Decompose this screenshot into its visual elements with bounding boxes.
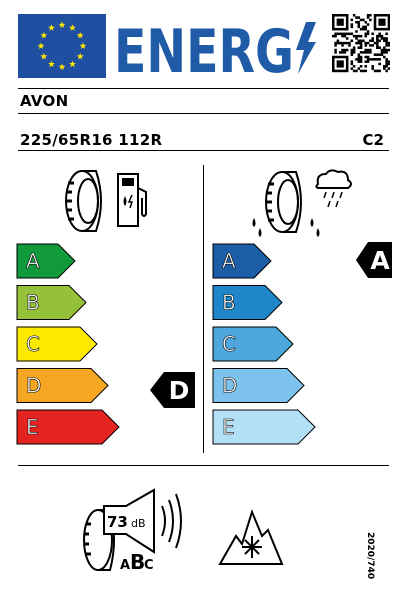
wet-grip-bar-label: D	[222, 373, 238, 398]
wet-grip-rating-indicator	[356, 242, 392, 278]
brand-name: AVON	[20, 92, 69, 110]
wet-grip-bar-c	[213, 327, 293, 361]
fuel-bar-label: B	[26, 290, 40, 315]
tyre-size: 225/65R16 112R	[20, 131, 163, 149]
regulation-number: 2020/740	[365, 532, 375, 580]
wet-grip-rating-letter: A	[370, 246, 390, 275]
divider-vertical	[203, 165, 204, 453]
divider-bottom	[18, 465, 389, 466]
fuel-bar-a	[17, 244, 75, 278]
wet-grip-bar-label: C	[222, 332, 236, 356]
fuel-pump-icon	[60, 168, 152, 234]
noise-unit: dB	[131, 517, 146, 530]
fuel-bar-label: C	[26, 332, 40, 356]
fuel-bar-e	[17, 410, 119, 444]
wet-grip-bar-a	[213, 244, 271, 278]
rain-cloud-icon	[246, 166, 358, 238]
divider-brand	[18, 113, 389, 114]
fuel-rating-indicator	[150, 372, 195, 408]
fuel-bar-label: A	[26, 249, 40, 273]
lightning-icon	[296, 22, 316, 74]
fuel-bar-d	[17, 369, 108, 403]
eu-flag-icon	[18, 14, 106, 78]
wet-grip-bar-label: A	[222, 249, 236, 273]
noise-value: 73	[107, 513, 128, 531]
wet-grip-bar-b	[213, 286, 282, 320]
three-peak-mountain-snowflake-icon	[218, 506, 284, 566]
fuel-efficiency-scale	[16, 240, 196, 455]
divider-top	[18, 88, 389, 89]
noise-class-b: B	[130, 550, 146, 574]
noise-icon	[80, 488, 190, 574]
fuel-bar-label: E	[26, 415, 39, 439]
wet-grip-bar-e	[213, 410, 315, 444]
fuel-bar-label: D	[26, 373, 42, 398]
fuel-rating-letter: D	[168, 376, 190, 405]
divider-spec	[18, 150, 389, 151]
fuel-bar-c	[17, 327, 97, 361]
wet-grip-bar-d	[213, 369, 304, 403]
wet-grip-bar-label: E	[222, 415, 235, 439]
qr-code-icon	[332, 14, 390, 88]
wet-grip-bar-label: B	[222, 290, 236, 315]
energy-word: ENERG	[114, 17, 294, 80]
energy-title	[112, 16, 324, 80]
fuel-bar-b	[17, 286, 86, 320]
noise-class-a: A	[120, 558, 131, 573]
tyre-class: C2	[362, 131, 384, 149]
noise-class-c: C	[144, 558, 154, 573]
